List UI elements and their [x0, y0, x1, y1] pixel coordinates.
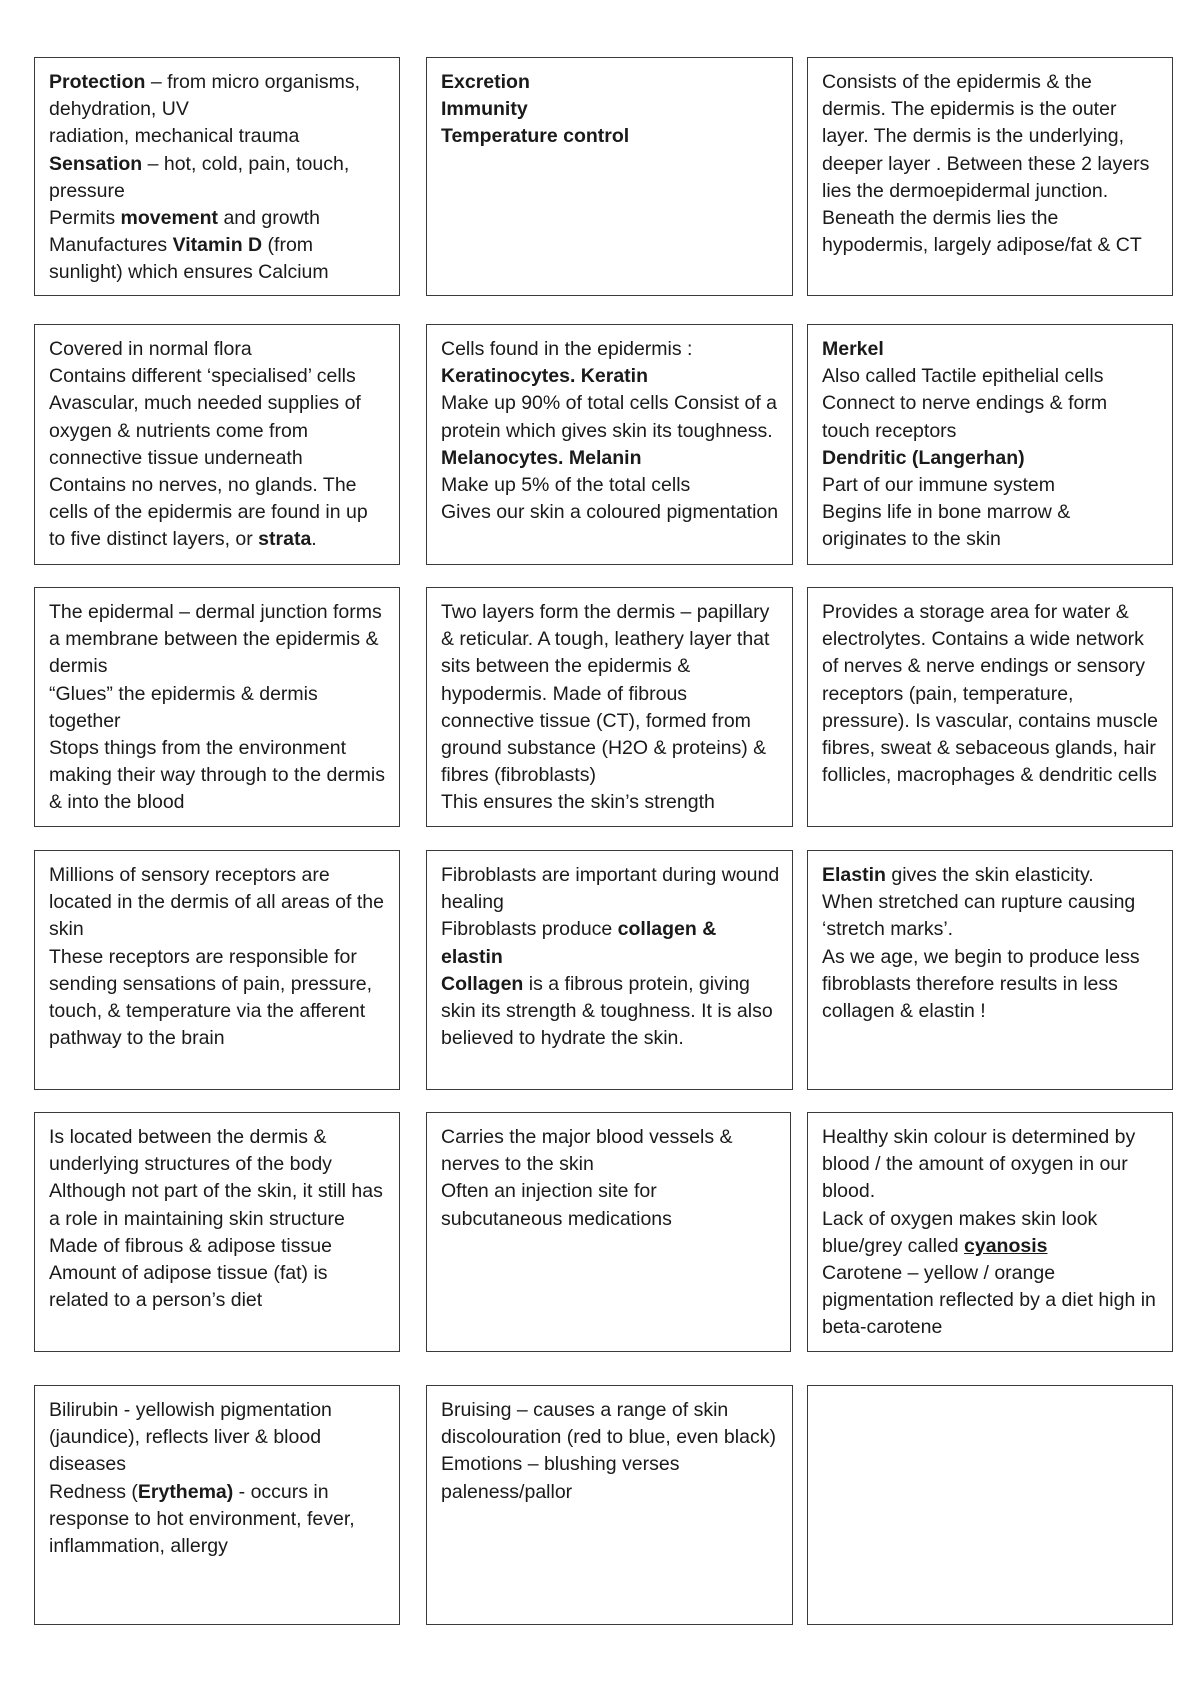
card-text-line [441, 862, 780, 916]
card-text-line [49, 151, 387, 205]
card-text-line [822, 336, 1160, 363]
emphasis-text: Immunity [441, 98, 528, 121]
body-text: Millions of sensory receptors are located in the dermis of all areas of the skin [49, 864, 384, 941]
card-dermis-layers [426, 587, 793, 827]
body-text: (from sunlight) which ensures Calcium [49, 234, 329, 284]
card-bruising-emotions [426, 1385, 793, 1625]
card-text-line [822, 1124, 1160, 1206]
card-text-line [441, 336, 780, 363]
body-text: Carries the major blood vessels & nerves to the skin [441, 1126, 733, 1176]
card-text-line [822, 1260, 1160, 1342]
body-text: Two layers form the dermis – papillary & reticular. A tough, leathery layer that sits between the epidermis & hypodermis. Made of fibrous connective tissue (CT), formed from ground substance (H2O & proteins) & fibres (fibroblasts) [441, 601, 770, 787]
body-text: Contains no nerves, no glands. The cells of the epidermis are found in up to five distinct layers, or [49, 474, 368, 551]
card-text-line [49, 205, 387, 232]
card-fibroblasts [426, 850, 793, 1090]
emphasis-text: Vitamin D [172, 234, 263, 257]
card-text-line [822, 445, 1160, 472]
card-text-line [441, 1397, 780, 1451]
body-text: Fibroblasts are important during wound healing [441, 864, 780, 914]
body-text: Make up 5% of the total cells [441, 474, 691, 497]
card-text-line [49, 1124, 387, 1178]
body-text: “Glues” the epidermis & dermis together [49, 682, 318, 732]
body-text: Healthy skin colour is determined by blood / the amount of oxygen in our blood. [822, 1126, 1136, 1203]
emphasis-text: Protection [49, 71, 146, 93]
card-bilirubin-erythema [34, 1385, 400, 1625]
card-text-line [49, 472, 387, 554]
body-text: Begins life in bone marrow & originates to the skin [822, 501, 1071, 551]
card-text-line [441, 390, 780, 472]
body-text: When stretched can rupture causing ‘stretch marks’. [822, 891, 1136, 941]
card-text-line [822, 1206, 1160, 1260]
card-text-line [49, 1233, 387, 1260]
card-text-line [441, 472, 780, 499]
card-text-line [49, 1397, 387, 1479]
body-text: Provides a storage area for water & electrolytes. Contains a wide network of nerves & nerve endings or sensory receptors (pain, temperature, pressure). Is vascular, contains muscle fibres, sweat & sebaceous glands, hair follicles, macrophages & dendritic cells [822, 601, 1158, 787]
card-text-line [822, 599, 1160, 789]
body-text: Avascular, much needed supplies of oxygen & nutrients come from connective tissue underneath [49, 392, 361, 469]
body-text: Also called Tactile epithelial cells [822, 365, 1104, 388]
body-text: radiation, mechanical trauma [49, 125, 300, 148]
emphasis-text: Excretion [441, 71, 530, 93]
card-text-line [441, 499, 780, 526]
body-text: Stops things from the environment making their way through to the dermis & into the blood [49, 737, 385, 814]
emphasis-text: Keratinocytes. Keratin [441, 365, 648, 388]
body-text: These receptors are responsible for sending sensations of pain, pressure, touch, & temperature via the afferent pathway to the brain [49, 945, 373, 1050]
body-text: . [311, 528, 317, 551]
body-text: Amount of adipose tissue (fat) is related to a person’s diet [49, 1262, 328, 1312]
body-text: Emotions – blushing verses paleness/pallor [441, 1453, 680, 1503]
card-text-line [441, 916, 780, 970]
card-text-line [441, 1124, 778, 1178]
emphasis-text: collagen & elastin [441, 918, 717, 968]
body-text: Part of our immune system [822, 474, 1055, 497]
card-text-line [822, 472, 1160, 499]
card-merkel-dendritic [807, 324, 1173, 565]
body-text: Manufactures [49, 234, 173, 257]
body-text: Consists of the epidermis & the dermis. The epidermis is the outer layer. The dermis is the underlying, deeper layer . Between these 2 layers lies the dermoepidermal junction. Beneath the dermis lies the hypodermis, largely adipose/fat & CT [822, 71, 1150, 257]
card-sensory-receptors [34, 850, 400, 1090]
body-text: Make up 90% of total cells Consist of a protein which gives skin its toughness. [441, 392, 778, 442]
body-text: Made of fibrous & adipose tissue [49, 1234, 332, 1257]
card-text-line [49, 390, 387, 472]
card-text-line [441, 363, 780, 390]
card-text-line [441, 69, 780, 96]
card-dermal-junction [34, 587, 400, 827]
card-text-line [49, 232, 387, 286]
card-text-line [49, 363, 387, 390]
body-text: This ensures the skin’s strength [441, 791, 715, 814]
emphasis-text: Merkel [822, 338, 884, 360]
emphasis-text: movement [120, 207, 219, 230]
card-text-line [49, 599, 387, 681]
card-text-line [441, 96, 780, 123]
body-text: Is located between the dermis & underlying structures of the body [49, 1126, 332, 1176]
emphasis-text: Sensation [49, 152, 143, 175]
body-text: is a fibrous protein, giving skin its strength & toughness. It is also believed to hydrate the skin. [441, 972, 773, 1050]
card-skin-structure [807, 57, 1173, 296]
emphasis-text: strata [258, 528, 312, 551]
body-text: The epidermal – dermal junction forms a membrane between the epidermis & dermis [49, 601, 382, 678]
card-text-line [822, 390, 1160, 444]
body-text: Fibroblasts produce [441, 918, 618, 941]
body-text: – hot, cold, pain, touch, pressure [49, 152, 350, 202]
body-text: gives the skin elasticity. [885, 864, 1094, 886]
body-text: Carotene – yellow / orange pigmentation reflected by a diet high in beta-carotene [822, 1262, 1156, 1339]
emphasis-text: Melanocytes. Melanin [441, 446, 642, 469]
card-text-line [441, 1178, 778, 1232]
card-text-line [441, 789, 780, 816]
card-text-line [822, 889, 1160, 943]
card-epidermis [34, 324, 400, 565]
emphasis-text: Temperature control [441, 125, 630, 148]
card-text-line [49, 944, 387, 1053]
card-text-line [49, 123, 387, 150]
body-text: As we age, we begin to produce less fibroblasts therefore results in less collagen & elastin ! [822, 945, 1140, 1023]
card-text-line [49, 1260, 387, 1314]
card-text-line [441, 599, 780, 789]
body-text: Bruising – causes a range of skin discolouration (red to blue, even black) [441, 1399, 776, 1449]
body-text: Gives our skin a coloured pigmentation [441, 501, 779, 524]
card-text-line [441, 123, 780, 150]
card-hypodermis [34, 1112, 400, 1352]
card-empty [807, 1385, 1173, 1625]
card-hypodermis-vessels [426, 1112, 791, 1352]
card-text-line [822, 862, 1160, 889]
card-skin-colour [807, 1112, 1173, 1352]
body-text: Although not part of the skin, it still has a role in maintaining skin structure [49, 1180, 383, 1230]
card-skin-functions-protection [34, 57, 400, 296]
body-text: and growth [218, 207, 320, 230]
emphasis-text: Erythema) [137, 1480, 234, 1503]
body-text: Bilirubin - yellowish pigmentation (jaundice), reflects liver & blood diseases [49, 1399, 332, 1476]
card-skin-functions-other [426, 57, 793, 296]
card-epidermis-cells [426, 324, 793, 565]
card-dermis-functions [807, 587, 1173, 827]
card-text-line [822, 363, 1160, 390]
body-text: Often an injection site for subcutaneous medications [441, 1180, 672, 1230]
card-text-line [49, 862, 387, 944]
body-text: – from micro organisms, dehydration, UV [49, 71, 360, 121]
card-text-line [49, 1479, 387, 1561]
body-text: Permits [49, 207, 121, 230]
card-text-line [441, 971, 780, 1053]
body-text: Cells found in the epidermis : [441, 338, 693, 360]
card-text-line [49, 336, 387, 363]
card-elastin [807, 850, 1173, 1090]
emphasis-text: Elastin [822, 864, 886, 886]
emphasis-text: Dendritic (Langerhan) [822, 446, 1025, 469]
card-text-line [822, 944, 1160, 1026]
card-text-line [441, 1451, 780, 1505]
emphasis-text: Collagen [441, 972, 524, 995]
body-text: Covered in normal flora [49, 338, 252, 360]
card-text-line [822, 499, 1160, 553]
card-text-line [822, 69, 1160, 259]
body-text: Lack of oxygen makes skin look blue/grey called [822, 1207, 1098, 1257]
emphasis-text: cyanosis [964, 1234, 1048, 1257]
card-text-line [49, 735, 387, 817]
body-text: Connect to nerve endings & form touch receptors [822, 392, 1108, 442]
card-text-line [49, 1178, 387, 1232]
body-text: Contains different ‘specialised’ cells [49, 365, 356, 388]
body-text: Redness ( [49, 1480, 138, 1503]
card-text-line [49, 69, 387, 123]
card-text-line [49, 681, 387, 735]
body-text: - occurs in response to hot environment, fever, inflammation, allergy [49, 1480, 355, 1558]
